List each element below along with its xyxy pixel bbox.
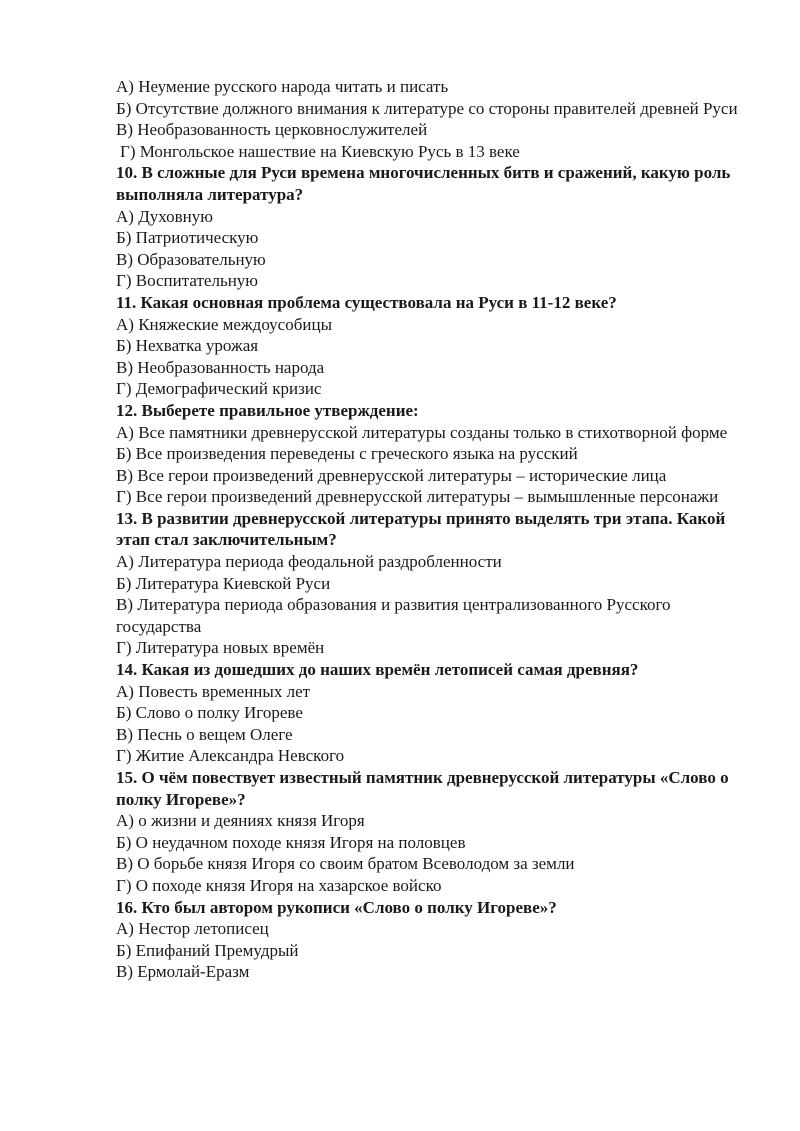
answer-option: В) Необразованность народа (116, 357, 325, 377)
answer-option: Б) Литература Киевской Руси (116, 573, 331, 593)
answer-option: А) Нестор летописец (116, 919, 269, 939)
answer-option: Б) Патриотическую (116, 228, 259, 248)
answer-option: Б) Все произведения переведены с греческого языка на русский (116, 444, 578, 464)
answer-option: А) Княжеские междоусобицы (116, 314, 332, 334)
answer-option: Г) Все герои произведений древнерусской литературы – вымышленные персонажи (116, 487, 719, 507)
answer-option: В) Все герои произведений древнерусской литературы – исторические лица (116, 465, 667, 485)
question-title: 14. Какая из дошедших до наших времён летописей самая древняя? (116, 660, 639, 680)
question-12 (116, 400, 756, 508)
answer-option: А) Повесть временных лет (116, 681, 311, 701)
answer-option: Г) О походе князя Игоря на хазарское войско (116, 875, 442, 895)
document-page (116, 76, 756, 983)
answer-9-b: Б) Отсутствие должного внимания к литературе со стороны правителей древней Руси (116, 98, 738, 118)
answer-option: В) Песнь о вещем Олеге (116, 724, 293, 744)
answer-option: Г) Демографический кризис (116, 379, 322, 399)
question-15 (116, 767, 756, 897)
question-14 (116, 659, 756, 767)
question-13 (116, 508, 756, 659)
answer-9-d: Г) Монгольское нашествие на Киевскую Русь в 13 веке (120, 141, 520, 161)
question-title: 16. Кто был автором рукописи «Слово о полку Игореве»? (116, 897, 557, 917)
question-title: 12. Выберете правильное утверждение: (116, 400, 419, 420)
question-16 (116, 897, 756, 983)
question-9-answers (116, 76, 756, 162)
answer-option: Г) Житие Александра Невского (116, 746, 345, 766)
answer-9-c: В) Необразованность церковнослужителей (116, 120, 428, 140)
question-title: 10. В сложные для Руси времена многочисленных битв и сражений, какую роль выполняла литература? (116, 163, 731, 204)
answer-option: В) О борьбе князя Игоря со своим братом Всеволодом за земли (116, 854, 575, 874)
answer-option: В) Ермолай-Еразм (116, 962, 250, 982)
question-10 (116, 162, 756, 292)
answer-option: Б) Нехватка урожая (116, 336, 259, 356)
answer-option: Б) Слово о полку Игореве (116, 703, 303, 723)
question-title: 15. О чём повествует известный памятник древнерусской литературы «Слово о полку Игореве»? (116, 768, 729, 809)
answer-option: А) о жизни и деяниях князя Игоря (116, 811, 365, 831)
question-title: 13. В развитии древнерусской литературы принято выделять три этапа. Какой этап стал заключительным? (116, 508, 726, 550)
answer-option: А) Духовную (116, 206, 213, 226)
question-title: 11. Какая основная проблема существовала на Руси в 11-12 веке? (116, 292, 617, 312)
answer-option: Б) О неудачном походе князя Игоря на половцев (116, 832, 466, 852)
answer-option: Б) Епифаний Премудрый (116, 940, 299, 960)
answer-option: Г) Воспитательную (116, 271, 258, 291)
answer-option: В) Литература периода образования и развития централизованного Русского государства (116, 595, 671, 636)
answer-option: В) Образовательную (116, 249, 266, 269)
answer-option: А) Литература периода феодальной раздробленности (116, 552, 502, 572)
question-11 (116, 292, 756, 400)
answer-9-a: А) Неумение русского народа читать и писать (116, 77, 449, 96)
answer-option: А) Все памятники древнерусской литературы созданы только в стихотворной форме (116, 422, 728, 442)
answer-option: Г) Литература новых времён (116, 638, 325, 658)
